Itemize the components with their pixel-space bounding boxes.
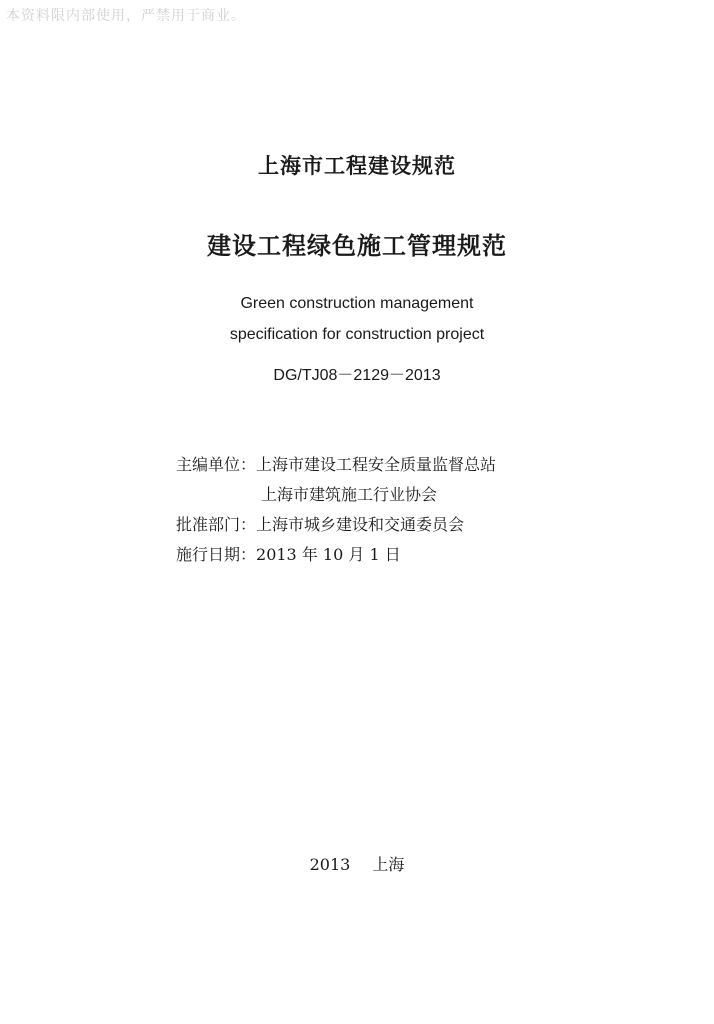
- standard-code: DG/TJ08－2129－2013: [273, 367, 441, 384]
- publication-year: 2013: [309, 855, 351, 874]
- approver-row: [176, 510, 496, 540]
- approver-label: 批准部门：: [176, 515, 257, 534]
- editor-unit-2: 上海市建筑施工行业协会: [261, 485, 438, 504]
- series-title: 上海市工程建设规范: [258, 154, 456, 178]
- editor-label: 主编单位：: [176, 455, 257, 474]
- editor-unit-1: 上海市建设工程安全质量监督总站: [256, 455, 497, 474]
- publication-footer: [0, 852, 714, 875]
- english-title: [0, 288, 714, 350]
- editor-row: [176, 450, 496, 480]
- watermark: 本资料限内部使用，严禁用于商业。: [6, 8, 246, 24]
- effective-date-value: 2013 年 10 月 1 日: [256, 545, 401, 564]
- english-title-line-1: Green construction management: [240, 295, 474, 312]
- approver-value: 上海市城乡建设和交通委员会: [256, 515, 465, 534]
- publication-city: 上海: [372, 855, 405, 874]
- english-title-line-2: specification for construction project: [229, 326, 485, 343]
- editor-row-2: [176, 480, 496, 510]
- publication-info: [176, 450, 496, 570]
- effective-date-row: [176, 540, 496, 570]
- effective-date-label: 施行日期：: [176, 545, 257, 564]
- page-title: 建设工程绿色施工管理规范: [207, 232, 507, 260]
